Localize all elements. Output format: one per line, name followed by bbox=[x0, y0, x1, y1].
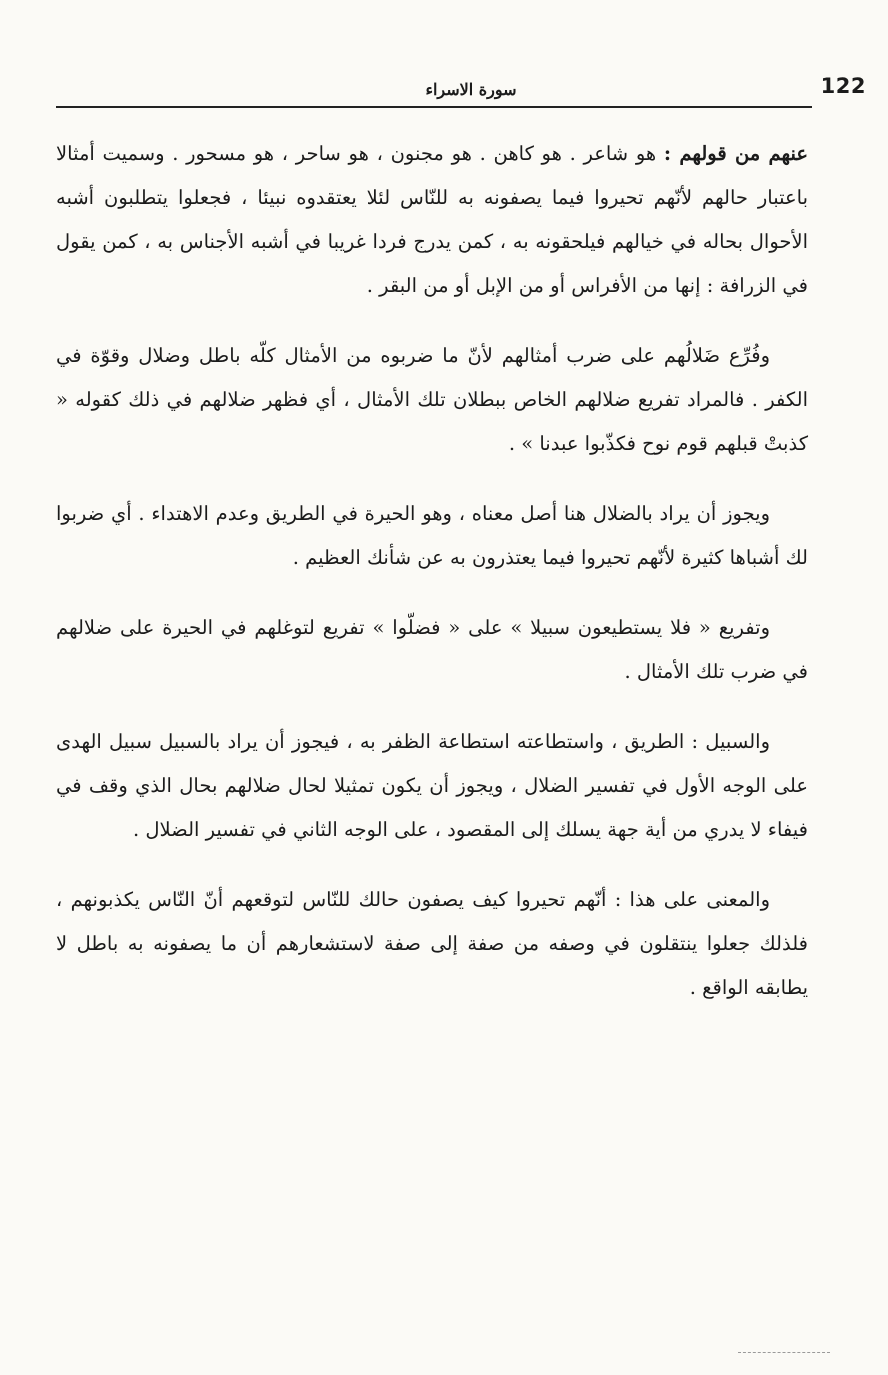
paragraph-text: وتفريع « فلا يستطيعون سبيلا » على « فضلّوا » تفريع لتوغلهم في الحيرة على ضلالهم في ضرب تلك الأمثال . bbox=[56, 616, 808, 683]
paragraph-lead: عنهم من قولهم : bbox=[663, 142, 808, 165]
paragraph-2 bbox=[56, 334, 808, 466]
paragraph-text: والسبيل : الطريق ، واستطاعته استطاعة الظفر به ، فيجوز أن يراد بالسبيل سبيل الهدى على الوجه الأول في تفسير الضلال ، ويجوز أن يكون تمثيلا لحال ضلالهم بحال الذي وقف في فيفاء لا يدري من أية جهة يسلك إلى المقصود ، على الوجه الثاني في تفسير الضلال . bbox=[56, 730, 808, 841]
surah-title: سورة الاسراء bbox=[425, 80, 517, 99]
paragraph-5 bbox=[56, 720, 808, 852]
paragraph-3 bbox=[56, 492, 808, 580]
page-body bbox=[56, 132, 808, 1036]
paragraph-6 bbox=[56, 878, 808, 1010]
footer-mark bbox=[738, 1352, 830, 1353]
page-number: 122 bbox=[820, 74, 866, 98]
paragraph-text: هو شاعر . هو كاهن . هو مجنون ، هو ساحر ، هو مسحور . وسميت أمثالا باعتبار حالهم لأنّهم تحيروا فيما يصفونه به للنّاس لئلا يعتقدوه نبيئا ، فجعلوا يتطلبون أشبه الأحوال بحاله في خيالهم فيلحقونه به ، كمن يدرج فردا غريبا في أشبه الأجناس به ، كمن يقول في الزرافة : إنها من الأفراس أو من الإبل أو من البقر . bbox=[56, 142, 809, 297]
page-header bbox=[56, 70, 866, 110]
paragraph-text: والمعنى على هذا : أنّهم تحيروا كيف يصفون حالك للنّاس لتوقعهم أنّ النّاس يكذبونهم ، فلذلك جعلوا ينتقلون في وصفه من صفة إلى صفة لاستشعارهم أن ما يصفونه به باطل لا يطابقه الواقع . bbox=[56, 888, 808, 999]
paragraph-text: وفُرِّع ضَلالُهم على ضرب أمثالهم لأنّ ما ضربوه من الأمثال كلّه باطل وضلال وقوّة في الكفر . فالمراد تفريع ضلالهم الخاص ببطلان تلك الأمثال ، أي فظهر ضلالهم في ذلك كقوله « كذبتْ قبلهم قوم نوح فكذّبوا عبدنا » . bbox=[56, 344, 808, 455]
paragraph-4 bbox=[56, 606, 808, 694]
paragraph-1 bbox=[56, 132, 808, 308]
paragraph-text: ويجوز أن يراد بالضلال هنا أصل معناه ، وهو الحيرة في الطريق وعدم الاهتداء . أي ضربوا لك أشباها كثيرة لأنّهم تحيروا فيما يعتذرون به عن شأنك العظيم . bbox=[56, 502, 808, 569]
header-divider bbox=[56, 106, 812, 108]
